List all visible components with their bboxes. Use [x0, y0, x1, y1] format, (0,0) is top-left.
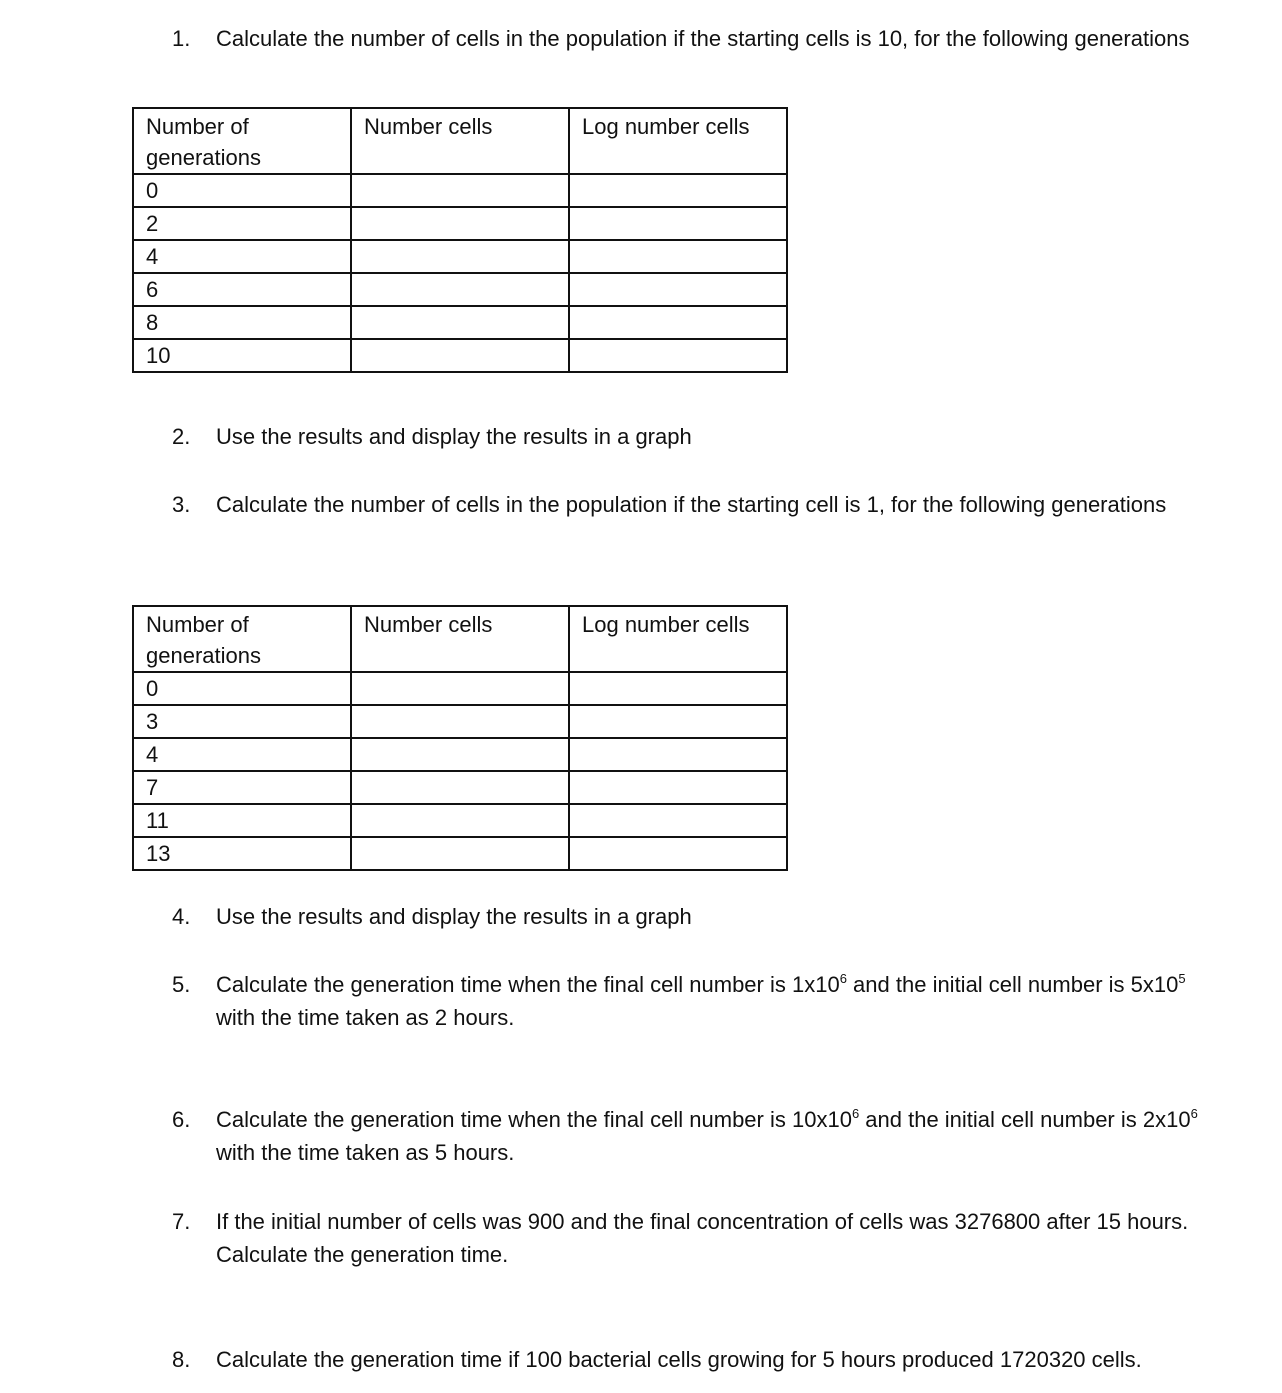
number-cells-cell[interactable]	[351, 771, 569, 804]
header-generations: Number of generations	[133, 108, 351, 174]
question-text: Calculate the number of cells in the population if the starting cell is 1, for the following generations	[216, 492, 1167, 517]
question-4	[172, 900, 1222, 933]
table-row	[133, 771, 787, 804]
question-text-part: with the time taken as 2 hours.	[216, 1005, 515, 1030]
generations-table-1	[132, 107, 788, 373]
question-text-part: and the initial cell number is 5x10	[846, 972, 1179, 997]
exponent: 6	[851, 1106, 860, 1121]
question-8	[172, 1343, 1222, 1376]
table-row	[133, 174, 787, 207]
table-header-row	[133, 108, 787, 174]
number-cells-cell[interactable]	[351, 306, 569, 339]
log-number-cells-cell[interactable]	[569, 306, 787, 339]
log-number-cells-cell[interactable]	[569, 771, 787, 804]
log-number-cells-cell[interactable]	[569, 240, 787, 273]
number-cells-cell[interactable]	[351, 738, 569, 771]
log-number-cells-cell[interactable]	[569, 174, 787, 207]
number-cells-cell[interactable]	[351, 705, 569, 738]
number-cells-cell[interactable]	[351, 339, 569, 372]
table-row	[133, 705, 787, 738]
question-7	[172, 1205, 1222, 1271]
generation-cell: 11	[133, 804, 351, 837]
question-number: 4.	[172, 904, 191, 929]
log-number-cells-cell[interactable]	[569, 273, 787, 306]
question-text: Calculate the number of cells in the population if the starting cells is 10, for the following generations	[216, 26, 1190, 51]
number-cells-cell[interactable]	[351, 273, 569, 306]
generation-cell: 6	[133, 273, 351, 306]
generation-cell: 10	[133, 339, 351, 372]
table-row	[133, 306, 787, 339]
question-1	[172, 22, 1222, 55]
table-row	[133, 273, 787, 306]
question-number: 7.	[172, 1209, 191, 1234]
question-number: 1.	[172, 26, 191, 51]
question-number: 2.	[172, 424, 191, 449]
generation-cell: 13	[133, 837, 351, 870]
question-text-part: Calculate the generation time when the final cell number is 1x10	[216, 972, 840, 997]
question-3	[172, 488, 1222, 521]
generations-table-2	[132, 605, 788, 871]
question-text	[216, 968, 1222, 1034]
question-number: 3.	[172, 492, 191, 517]
number-cells-cell[interactable]	[351, 804, 569, 837]
table-header-row	[133, 606, 787, 672]
log-number-cells-cell[interactable]	[569, 207, 787, 240]
header-number-cells: Number cells	[351, 108, 569, 174]
number-cells-cell[interactable]	[351, 207, 569, 240]
question-number: 5.	[172, 972, 191, 997]
generation-cell: 0	[133, 672, 351, 705]
question-text: Calculate the generation time if 100 bacterial cells growing for 5 hours produced 1720320 cells.	[216, 1347, 1142, 1372]
log-number-cells-cell[interactable]	[569, 705, 787, 738]
log-number-cells-cell[interactable]	[569, 339, 787, 372]
header-generations: Number of generations	[133, 606, 351, 672]
generation-cell: 7	[133, 771, 351, 804]
generation-cell: 4	[133, 738, 351, 771]
log-number-cells-cell[interactable]	[569, 738, 787, 771]
question-text-part: and the initial cell number is 2x10	[859, 1107, 1191, 1132]
question-number: 6.	[172, 1107, 191, 1132]
table-row	[133, 837, 787, 870]
question-6	[172, 1103, 1222, 1169]
generation-cell: 0	[133, 174, 351, 207]
generation-cell: 8	[133, 306, 351, 339]
log-number-cells-cell[interactable]	[569, 837, 787, 870]
exponent: 5	[1178, 971, 1186, 986]
question-text: Use the results and display the results in a graph	[216, 904, 692, 929]
header-log-number-cells: Log number cells	[569, 108, 787, 174]
table-row	[133, 672, 787, 705]
table-row	[133, 738, 787, 771]
question-text: If the initial number of cells was 900 and the final concentration of cells was 3276800 after 15 hours. Calculate the generation time.	[216, 1209, 1189, 1267]
question-number: 8.	[172, 1347, 191, 1372]
generation-cell: 2	[133, 207, 351, 240]
question-text: Use the results and display the results in a graph	[216, 424, 692, 449]
exponent: 6	[839, 971, 847, 986]
question-5	[172, 968, 1222, 1034]
table-row	[133, 240, 787, 273]
question-text-part: Calculate the generation time when the final cell number is 10x10	[216, 1107, 852, 1132]
question-2	[172, 420, 1222, 453]
log-number-cells-cell[interactable]	[569, 804, 787, 837]
question-text	[216, 1103, 1222, 1169]
number-cells-cell[interactable]	[351, 672, 569, 705]
question-text-part: with the time taken as 5 hours.	[216, 1140, 515, 1165]
generation-cell: 4	[133, 240, 351, 273]
number-cells-cell[interactable]	[351, 837, 569, 870]
log-number-cells-cell[interactable]	[569, 672, 787, 705]
exponent: 6	[1190, 1106, 1198, 1121]
table-row	[133, 804, 787, 837]
table-row	[133, 207, 787, 240]
number-cells-cell[interactable]	[351, 240, 569, 273]
generation-cell: 3	[133, 705, 351, 738]
header-log-number-cells: Log number cells	[569, 606, 787, 672]
table-row	[133, 339, 787, 372]
number-cells-cell[interactable]	[351, 174, 569, 207]
header-number-cells: Number cells	[351, 606, 569, 672]
